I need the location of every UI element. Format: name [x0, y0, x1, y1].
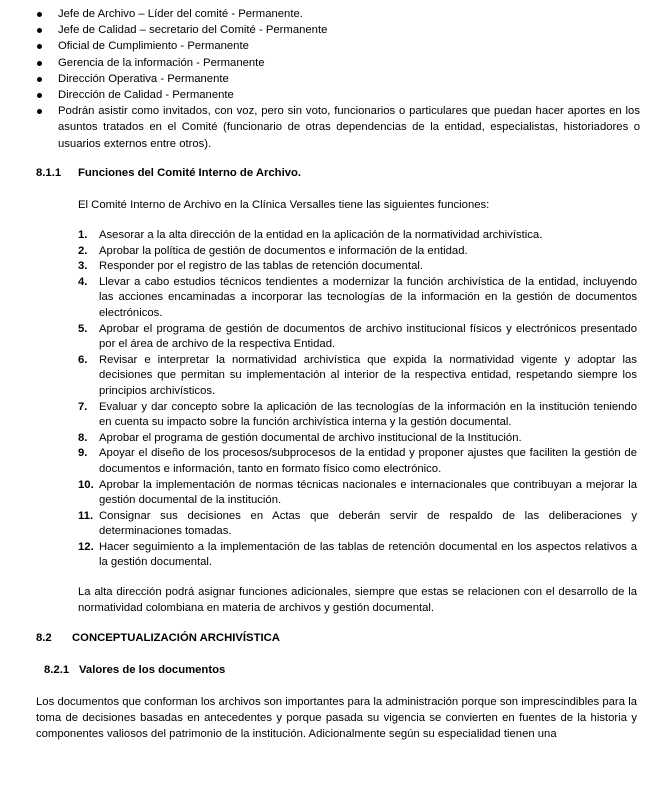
- item-number: 11.: [78, 509, 94, 522]
- section-heading-8-1-1: [36, 165, 301, 181]
- section-title: Valores de los documentos: [79, 664, 226, 676]
- list-item: 6. Revisar e interpretar la normatividad archivística que expida la normatividad vigente y adoptar las decisiones que permitan su implementación al interior de la respectiva entidad, respetando siempre los principios archivísticos.: [78, 353, 637, 397]
- item-number: 7.: [78, 400, 88, 413]
- list-item: 2. Aprobar la política de gestión de documentos e información de la entidad.: [78, 244, 637, 260]
- functions-closing-paragraph: La alta dirección podrá asignar funciones adicionales, siempre que estas se relacionen con el desarrollo de la normatividad colombiana en materia de archivos y gestión documental.: [78, 586, 637, 615]
- list-item: 8. Aprobar el programa de gestión documental de archivo institucional de la Institución.: [78, 431, 637, 447]
- list-item: 5. Aprobar el programa de gestión de documentos de archivo institucional físicos y electrónicos presentado por el área de archivo de la respectiva Entidad.: [78, 322, 637, 351]
- section-number: 8.2: [36, 632, 52, 644]
- functions-list: [78, 228, 637, 571]
- list-item: Gerencia de la información - Permanente: [36, 55, 640, 71]
- item-number: 3.: [78, 260, 88, 273]
- item-number: 2.: [78, 244, 88, 257]
- item-number: 6.: [78, 353, 88, 366]
- bullet-icon: [37, 12, 42, 17]
- list-item: Oficial de Cumplimiento - Permanente: [36, 38, 640, 54]
- item-number: 10.: [78, 478, 94, 491]
- item-number: 9.: [78, 447, 88, 460]
- section-heading-8-2: [36, 630, 280, 646]
- document-values-paragraph: Los documentos que conforman los archivos son importantes para la administración porque son imprescindibles para la toma de decisiones basadas en antecedentes y porque pasada su vigencia se convierten en fuentes de la historia y componentes valiosos del patrimonio de la institución. Adicionalmente según su especialidad tienen una: [36, 696, 637, 741]
- functions-intro: El Comité Interno de Archivo en la Clínica Versalles tiene las siguientes funciones:: [78, 199, 490, 211]
- list-item: 3. Responder por el registro de las tablas de retención documental.: [78, 259, 637, 275]
- list-item: Podrán asistir como invitados, con voz, pero sin voto, funcionarios o particulares que puedan hacer aportes en los asuntos tratados en el Comité (funcionario de otras dependencias de la entidad, especialistas, historiadores o usuarios externos entre otros).: [36, 103, 640, 152]
- list-item: Dirección Operativa - Permanente: [36, 71, 640, 87]
- list-item: Jefe de Calidad – secretario del Comité - Permanente: [36, 22, 640, 38]
- item-number: 8.: [78, 431, 88, 444]
- list-item: 12. Hacer seguimiento a la implementación de las tablas de retención documental en los aspectos relativos a la gestión documental.: [78, 540, 637, 569]
- list-item: 11. Consignar sus decisiones en Actas que deberán servir de respaldo de las deliberaciones y determinaciones tomadas.: [78, 509, 637, 538]
- item-number: 5.: [78, 322, 88, 335]
- section-title: CONCEPTUALIZACIÓN ARCHIVÍSTICA: [72, 632, 280, 644]
- section-title: Funciones del Comité Interno de Archivo.: [78, 167, 302, 179]
- bullet-icon: [37, 28, 42, 33]
- item-number: 1.: [78, 229, 88, 241]
- section-number: 8.2.1: [44, 664, 70, 676]
- bullet-icon: [37, 109, 42, 114]
- bullet-icon: [37, 93, 42, 98]
- bullet-icon: [37, 77, 42, 82]
- list-item: 10. Aprobar la implementación de normas técnicas nacionales e internacionales que contribuyan a mejorar la gestión documental de la institución.: [78, 478, 637, 507]
- committee-members-list: [36, 6, 640, 152]
- list-item: Dirección de Calidad - Permanente: [36, 87, 640, 103]
- bullet-icon: [37, 44, 42, 49]
- list-item: 1. Asesorar a la alta dirección de la entidad en la aplicación de la normatividad archivística.: [78, 228, 637, 244]
- list-item: 9. Apoyar el diseño de los procesos/subprocesos de la entidad y proponer ajustes que faciliten la gestión de documentos e información, tanto en formato físico como electrónico.: [78, 447, 637, 475]
- list-item: 4. Llevar a cabo estudios técnicos tendientes a modernizar la función archivística de la entidad, incluyendo las acciones encaminadas a incorporar las tecnologías de la información en la gestión de documentos electrónicos.: [78, 275, 637, 319]
- item-number: 12.: [78, 540, 94, 553]
- section-heading-8-2-1: [44, 662, 225, 678]
- item-number: 4.: [78, 275, 88, 288]
- list-item: 7. Evaluar y dar concepto sobre la aplicación de las tecnologías de la información en la institución teniendo en cuenta su impacto sobre la función archivística interna y la gestión documental.: [78, 400, 637, 429]
- bullet-icon: [37, 61, 42, 66]
- list-item: Jefe de Archivo – Líder del comité - Permanente.: [36, 6, 640, 22]
- section-number: 8.1.1: [36, 167, 62, 179]
